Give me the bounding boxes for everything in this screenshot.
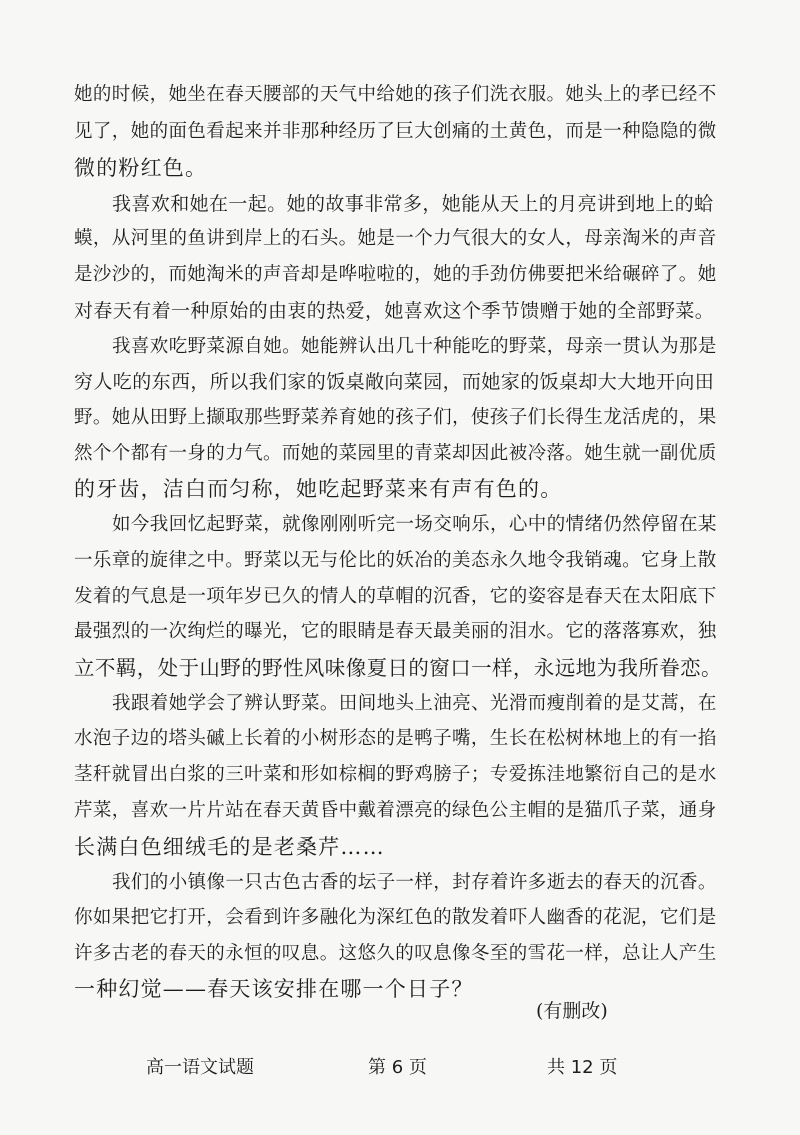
text-line: 一乐章的旋律之中。野菜以无与伦比的妖冶的美态永久地令我销魂。它身上散	[74, 550, 717, 571]
text-line: 我喜欢吃野菜源自她。她能辨认出几十种能吃的野菜，母亲一贯认为那是	[112, 336, 717, 357]
text-line: 芹菜，喜欢一片片站在春天黄昏中戴着漂亮的绿色公主帽的是猫爪子菜，通身	[74, 800, 717, 821]
text-line: 她的时候，她坐在春天腰部的天气中给她的孩子们洗衣服。她头上的孝已经不	[74, 84, 717, 105]
text-line: 对春天有着一种原始的由衷的热爱，她喜欢这个季节馈赠于她的全部野菜。	[74, 300, 715, 322]
text-line: 微的粉红色。	[74, 156, 208, 180]
text-line: 一种幻觉——春天该安排在哪一个日子？	[74, 977, 474, 1001]
text-line: 许多古老的春天的永恒的叹息。这悠久的叹息像冬至的雪花一样，总让人产生	[74, 943, 717, 964]
source-note: (有删改)	[536, 1000, 608, 1022]
text-line: 立不羁，处于山野的野性风味像夏日的窗口一样，永远地为我所眷恋。	[74, 656, 722, 680]
text-line: 见了，她的面色看起来并非那种经历了巨大创痛的土黄色，而是一种隐隐的微	[74, 121, 717, 142]
text-line: 茎秆就冒出白浆的三叶菜和形如棕榈的野鸡膀子；专爱拣洼地繁衍自己的是水	[74, 764, 717, 785]
text-line: 是沙沙的，而她淘米的声音却是哗啦啦的，她的手劲仿佛要把米给碾碎了。她	[74, 264, 717, 285]
text-line: 蟆，从河里的鱼讲到岸上的石头。她是一个力气很大的女人，母亲淘米的声音	[74, 228, 717, 249]
text-line: 野。她从田野上撷取那些野菜养育她的孩子们，使孩子们长得生龙活虎的，果	[74, 407, 717, 428]
text-line: 发着的气息是一项年岁已久的情人的草帽的沉香，它的姿容是春天在太阳底下	[74, 586, 717, 607]
text-line: 我们的小镇像一只古色古香的坛子一样，封存着许多逝去的春天的沉香。	[112, 872, 717, 893]
text-line: 最强烈的一次绚烂的曝光，它的眼睛是春天最美丽的泪水。它的落落寡欢，独	[74, 621, 717, 642]
footer-subject: 高一语文试题	[146, 1057, 254, 1078]
text-line: 我跟着她学会了辨认野菜。田间地头上油亮、光滑而瘦削着的是艾蒿，在	[112, 693, 717, 714]
text-line: 我喜欢和她在一起。她的故事非常多，她能从天上的月亮讲到地上的蛤	[112, 193, 714, 215]
text-line: 长满白色细绒毛的是老桑芹……	[74, 835, 385, 859]
text-line: 你如果把它打开，会看到许多融化为深红色的散发着吓人幽香的花泥，它们是	[74, 907, 717, 928]
footer-page-number: 第 6 页	[368, 1057, 427, 1078]
text-line: 的牙齿，洁白而匀称，她吃起野菜来有声有色的。	[74, 477, 563, 501]
text-line: 如今我回忆起野菜，就像刚刚听完一场交响乐，心中的情绪仍然停留在某	[112, 514, 717, 535]
text-line: 然个个都有一身的力气。而她的菜园里的青菜却因此被冷落。她生就一副优质	[74, 443, 717, 464]
text-line: 水泡子边的塔头磩上长着的小树形态的是鸭子嘴，生长在松树林地上的有一掐	[74, 728, 717, 749]
text-line: 穷人吃的东西，所以我们家的饭桌敞向菜园，而她家的饭桌却大大地开向田	[74, 371, 715, 393]
footer-total-pages: 共 12 页	[547, 1057, 618, 1078]
